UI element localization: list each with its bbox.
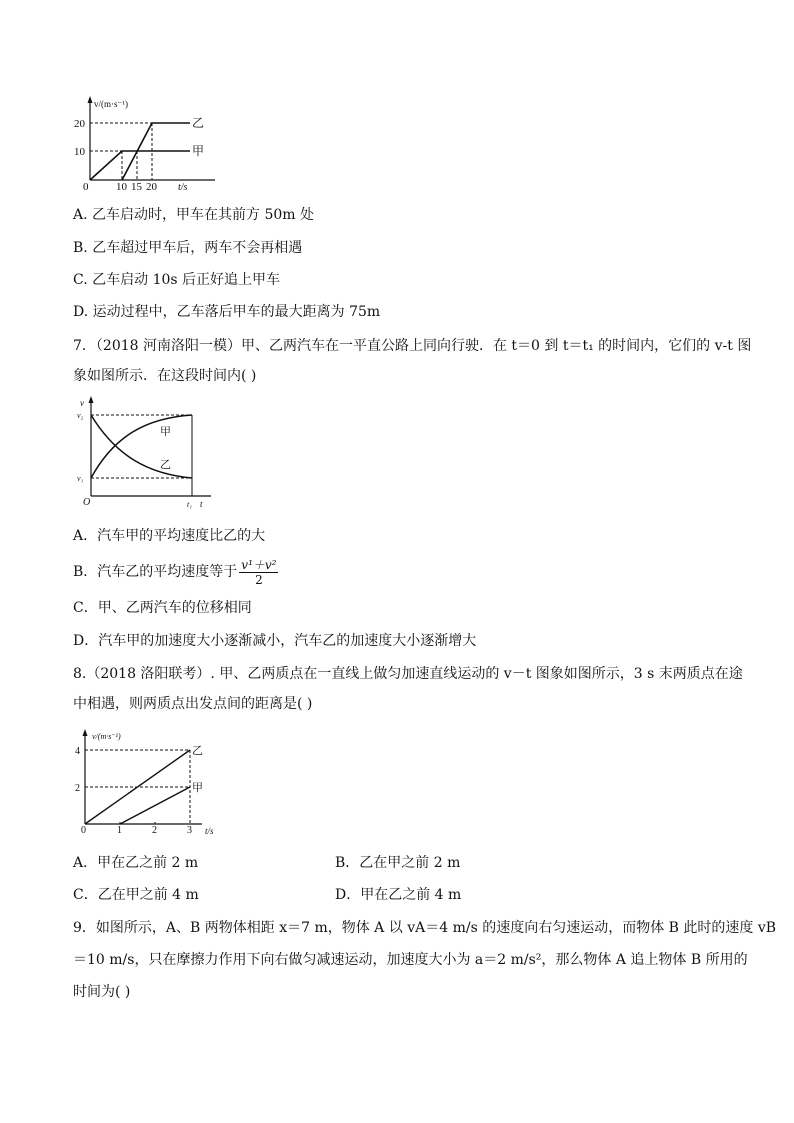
q6-xtick-15: 15 xyxy=(131,181,142,193)
q6-origin: 0 xyxy=(83,181,89,193)
q6-option-c: C. 乙车启动 10s 后正好追上甲车 xyxy=(73,272,281,288)
q6-option-a: A. 乙车启动时，甲车在其前方 50m 处 xyxy=(73,207,315,223)
q7-v1-label: v₁ xyxy=(77,474,84,483)
q7-option-b xyxy=(73,557,278,587)
q8-ytick-4: 4 xyxy=(75,746,80,757)
q7-v2-label: v₂ xyxy=(77,411,84,420)
q7-x-label: t xyxy=(200,499,203,509)
q8-option-b: B．乙在甲之前 2 m xyxy=(335,855,461,871)
q7-fraction-numerator: v¹＋v² xyxy=(241,557,277,572)
q7-option-a: A．汽车甲的平均速度比乙的大 xyxy=(73,528,266,544)
q6-x-label: t/s xyxy=(178,182,188,193)
q8-origin: 0 xyxy=(81,825,86,836)
q7-stem-line1: 7．（2018 河南洛阳一模）甲、乙两汽车在一平直公路上同向行驶．在 t＝0 到 t＝t₁ 的时间内，它们的 v-t 图 xyxy=(73,338,752,354)
q6-label-jia: 甲 xyxy=(192,144,205,158)
q7-t1-label: t₁ xyxy=(187,500,193,509)
q7-y-arrow xyxy=(89,396,94,403)
q7-jia-curve xyxy=(91,415,192,478)
q7-label-yi: 乙 xyxy=(160,459,171,471)
q7-option-b-prefix: B．汽车乙的平均速度等于 xyxy=(73,564,238,580)
q9-line1: 9．如图所示，A、B 两物体相距 x＝7 m，物体 A 以 vA＝4 m/s 的速度向右匀速运动，而物体 B 此时的速度 vB xyxy=(73,920,777,936)
q6-xtick-10: 10 xyxy=(116,181,127,193)
q8-y-label: v/(m·s⁻¹) xyxy=(92,732,121,741)
q6-xtick-20: 20 xyxy=(146,181,157,193)
q8-vt-graph xyxy=(72,727,222,837)
q8-x-label: t/s xyxy=(205,826,214,836)
q7-yi-curve xyxy=(91,415,192,478)
q7-origin: O xyxy=(83,497,91,508)
q8-option-a: A．甲在乙之前 2 m xyxy=(73,855,199,871)
q6-vt-graph xyxy=(70,94,220,194)
q6-jia-line xyxy=(90,151,190,180)
q8-stem-line1: 8.（2018 洛阳联考）. 甲、乙两质点在一直线上做匀加速直线运动的 v－t 图象如图所示，3 s 末两质点在途 xyxy=(73,666,743,682)
q6-y-label: v/(m·s⁻¹) xyxy=(94,99,128,109)
q8-xtick-3: 3 xyxy=(187,825,192,836)
q8-xtick-2: 2 xyxy=(152,825,157,836)
q6-y-arrow xyxy=(88,96,93,103)
q6-ytick-10: 10 xyxy=(74,146,85,158)
q7-label-jia: 甲 xyxy=(160,426,171,438)
q8-stem-line2: 中相遇，则两质点出发点间的距离是( ) xyxy=(73,696,313,712)
q8-label-jia: 甲 xyxy=(192,782,203,794)
q6-option-b: B. 乙车超过甲车后，两车不会再相遇 xyxy=(73,240,303,256)
q8-xtick-1: 1 xyxy=(117,825,122,836)
q7-option-d: D．汽车甲的加速度大小逐渐减小，汽车乙的加速度大小逐渐增大 xyxy=(73,633,477,649)
q7-y-label: v xyxy=(80,398,84,408)
q6-label-yi: 乙 xyxy=(192,116,205,130)
q9-line2: ＝10 m/s，只在摩擦力作用下向右做匀减速运动，加速度大小为 a＝2 m/s²，那么物体 A 追上物体 B 所用的 xyxy=(73,952,748,968)
q8-label-yi: 乙 xyxy=(192,745,203,757)
q7-stem-line2: 象如图所示．在这段时间内( ) xyxy=(73,368,257,384)
q7-fraction-denominator: 2 xyxy=(255,572,263,587)
q9-line3: 时间为( ) xyxy=(73,984,131,1000)
q8-option-c: C．乙在甲之前 4 m xyxy=(73,887,199,903)
q7-vt-graph xyxy=(76,394,216,512)
q7-option-c: C．甲、乙两汽车的位移相同 xyxy=(73,600,252,616)
q8-option-d: D．甲在乙之前 4 m xyxy=(335,887,462,903)
q6-option-d: D. 运动过程中，乙车落后甲车的最大距离为 75m xyxy=(73,304,381,320)
q8-y-arrow xyxy=(83,729,88,736)
q6-ytick-20: 20 xyxy=(74,118,85,130)
q8-ytick-2: 2 xyxy=(75,783,80,794)
q7-option-b-fraction xyxy=(239,558,278,587)
